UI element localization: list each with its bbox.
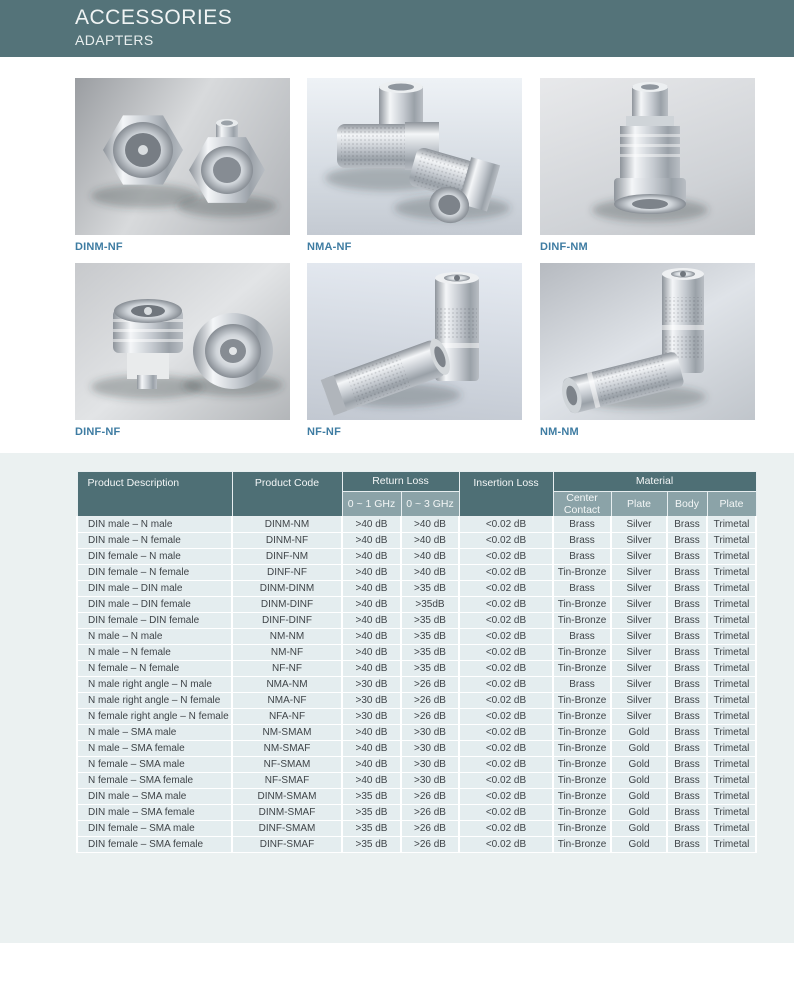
cell-return-loss-3ghz: >35 dB (401, 581, 459, 597)
cell-return-loss-3ghz: >30 dB (401, 741, 459, 757)
cell-code: NM-NF (232, 645, 342, 661)
product-photo (540, 263, 755, 420)
cell-code: NM-SMAM (232, 725, 342, 741)
product-photo (307, 263, 522, 420)
cell-center-contact: Tin-Bronze (553, 741, 611, 757)
cell-plate: Gold (611, 773, 667, 789)
cell-plate2: Trimetal (707, 613, 756, 629)
cell-code: DINM-SMAF (232, 805, 342, 821)
cell-plate: Gold (611, 805, 667, 821)
cell-return-loss-3ghz: >26 dB (401, 821, 459, 837)
cell-plate2: Trimetal (707, 821, 756, 837)
cell-return-loss-3ghz: >40 dB (401, 565, 459, 581)
cell-return-loss-1ghz: >35 dB (342, 789, 401, 805)
connector-illustration-cylinder-pair (307, 263, 522, 420)
cell-center-contact: Tin-Bronze (553, 709, 611, 725)
col-header-product-description: Product Description (77, 472, 232, 517)
cell-return-loss-3ghz: >26 dB (401, 805, 459, 821)
page-subtitle: ADAPTERS (75, 32, 154, 48)
cell-description: DIN female – N male (77, 549, 232, 565)
col-header-material: Material (553, 472, 756, 492)
cell-description: DIN female – SMA female (77, 837, 232, 853)
cell-center-contact: Tin-Bronze (553, 757, 611, 773)
cell-return-loss-3ghz: >35dB (401, 597, 459, 613)
cell-plate2: Trimetal (707, 517, 756, 533)
cell-description: DIN female – SMA male (77, 821, 232, 837)
cell-return-loss-3ghz: >40 dB (401, 517, 459, 533)
cell-plate2: Trimetal (707, 565, 756, 581)
table-row (77, 709, 756, 725)
cell-code: NMA-NF (232, 693, 342, 709)
cell-plate2: Trimetal (707, 725, 756, 741)
connector-illustration-flange-pair (75, 263, 290, 420)
cell-body: Brass (667, 789, 707, 805)
cell-return-loss-1ghz: >40 dB (342, 517, 401, 533)
cell-body: Brass (667, 517, 707, 533)
cell-plate: Silver (611, 629, 667, 645)
cell-return-loss-3ghz: >26 dB (401, 693, 459, 709)
cell-center-contact: Brass (553, 677, 611, 693)
cell-return-loss-1ghz: >35 dB (342, 805, 401, 821)
cell-code: NMA-NM (232, 677, 342, 693)
cell-description: N female right angle – N female (77, 709, 232, 725)
cell-plate2: Trimetal (707, 549, 756, 565)
cell-return-loss-3ghz: >30 dB (401, 725, 459, 741)
cell-return-loss-1ghz: >30 dB (342, 709, 401, 725)
col-header-plate-1: Plate (611, 492, 667, 517)
cell-insertion-loss: <0.02 dB (459, 533, 553, 549)
cell-body: Brass (667, 645, 707, 661)
cell-return-loss-3ghz: >26 dB (401, 709, 459, 725)
cell-body: Brass (667, 725, 707, 741)
cell-plate: Silver (611, 517, 667, 533)
cell-return-loss-3ghz: >35 dB (401, 613, 459, 629)
connector-illustration-hex-pair (75, 78, 290, 235)
cell-code: NFA-NF (232, 709, 342, 725)
cell-body: Brass (667, 709, 707, 725)
cell-center-contact: Tin-Bronze (553, 565, 611, 581)
product-code-label: DINF-NF (75, 426, 121, 438)
cell-plate2: Trimetal (707, 677, 756, 693)
cell-code: DINF-SMAM (232, 821, 342, 837)
spec-panel (0, 453, 794, 943)
cell-return-loss-3ghz: >30 dB (401, 773, 459, 789)
cell-return-loss-1ghz: >40 dB (342, 725, 401, 741)
product-code-label: NMA-NF (307, 241, 352, 253)
table-row (77, 837, 756, 853)
cell-return-loss-3ghz: >35 dB (401, 629, 459, 645)
cell-description: N female – SMA female (77, 773, 232, 789)
cell-return-loss-3ghz: >40 dB (401, 549, 459, 565)
cell-center-contact: Brass (553, 629, 611, 645)
table-row (77, 741, 756, 757)
cell-return-loss-1ghz: >30 dB (342, 693, 401, 709)
cell-body: Brass (667, 693, 707, 709)
cell-plate: Silver (611, 677, 667, 693)
cell-description: N female – SMA male (77, 757, 232, 773)
cell-return-loss-1ghz: >40 dB (342, 549, 401, 565)
cell-plate: Gold (611, 789, 667, 805)
cell-body: Brass (667, 677, 707, 693)
cell-plate: Gold (611, 837, 667, 853)
cell-code: DINF-NF (232, 565, 342, 581)
table-row (77, 677, 756, 693)
cell-plate: Silver (611, 645, 667, 661)
cell-insertion-loss: <0.02 dB (459, 517, 553, 533)
cell-code: NF-SMAF (232, 773, 342, 789)
cell-body: Brass (667, 629, 707, 645)
cell-code: DINM-SMAM (232, 789, 342, 805)
cell-return-loss-1ghz: >40 dB (342, 645, 401, 661)
connector-illustration-stacked (540, 78, 755, 235)
cell-body: Brass (667, 549, 707, 565)
table-row (77, 549, 756, 565)
cell-plate: Silver (611, 693, 667, 709)
table-row (77, 645, 756, 661)
cell-plate2: Trimetal (707, 597, 756, 613)
cell-plate: Gold (611, 725, 667, 741)
cell-plate: Gold (611, 741, 667, 757)
table-row (77, 629, 756, 645)
col-header-0-1ghz: 0 ~ 1 GHz (342, 492, 401, 517)
cell-insertion-loss: <0.02 dB (459, 821, 553, 837)
cell-return-loss-1ghz: >40 dB (342, 629, 401, 645)
cell-description: DIN male – DIN male (77, 581, 232, 597)
cell-description: N male – SMA female (77, 741, 232, 757)
cell-body: Brass (667, 533, 707, 549)
cell-code: NM-NM (232, 629, 342, 645)
cell-center-contact: Tin-Bronze (553, 693, 611, 709)
col-header-insertion-loss: Insertion Loss (459, 472, 553, 517)
cell-code: DINM-DINF (232, 597, 342, 613)
table-row (77, 757, 756, 773)
cell-body: Brass (667, 741, 707, 757)
cell-description: DIN male – N male (77, 517, 232, 533)
cell-plate: Silver (611, 565, 667, 581)
cell-return-loss-3ghz: >30 dB (401, 757, 459, 773)
col-header-center-contact: Center Contact (553, 492, 611, 517)
col-header-body: Body (667, 492, 707, 517)
cell-center-contact: Tin-Bronze (553, 789, 611, 805)
cell-plate2: Trimetal (707, 661, 756, 677)
product-code-label: DINF-NM (540, 241, 588, 253)
spec-table (76, 471, 757, 853)
cell-description: DIN male – SMA female (77, 805, 232, 821)
cell-insertion-loss: <0.02 dB (459, 629, 553, 645)
cell-plate2: Trimetal (707, 773, 756, 789)
product-photo (75, 263, 290, 420)
cell-insertion-loss: <0.02 dB (459, 693, 553, 709)
cell-plate2: Trimetal (707, 645, 756, 661)
cell-plate2: Trimetal (707, 533, 756, 549)
cell-plate: Silver (611, 549, 667, 565)
cell-return-loss-1ghz: >40 dB (342, 661, 401, 677)
cell-code: NF-SMAM (232, 757, 342, 773)
cell-center-contact: Tin-Bronze (553, 613, 611, 629)
cell-insertion-loss: <0.02 dB (459, 565, 553, 581)
table-row (77, 773, 756, 789)
cell-insertion-loss: <0.02 dB (459, 789, 553, 805)
table-row (77, 789, 756, 805)
product-card (75, 78, 291, 258)
cell-code: DINM-NF (232, 533, 342, 549)
cell-return-loss-3ghz: >35 dB (401, 661, 459, 677)
spec-table-body (77, 517, 756, 853)
cell-description: N male – N female (77, 645, 232, 661)
product-code-label: DINM-NF (75, 241, 123, 253)
cell-plate: Silver (611, 597, 667, 613)
product-card (307, 263, 523, 443)
table-row (77, 597, 756, 613)
cell-body: Brass (667, 661, 707, 677)
cell-plate2: Trimetal (707, 709, 756, 725)
cell-return-loss-3ghz: >26 dB (401, 837, 459, 853)
cell-description: DIN male – SMA male (77, 789, 232, 805)
product-card (75, 263, 291, 443)
product-photo (307, 78, 522, 235)
cell-center-contact: Brass (553, 517, 611, 533)
cell-insertion-loss: <0.02 dB (459, 677, 553, 693)
cell-body: Brass (667, 757, 707, 773)
cell-return-loss-1ghz: >35 dB (342, 837, 401, 853)
cell-code: DINF-NM (232, 549, 342, 565)
cell-center-contact: Tin-Bronze (553, 837, 611, 853)
table-row (77, 581, 756, 597)
cell-code: DINM-DINM (232, 581, 342, 597)
cell-body: Brass (667, 805, 707, 821)
cell-return-loss-1ghz: >40 dB (342, 613, 401, 629)
cell-insertion-loss: <0.02 dB (459, 741, 553, 757)
cell-plate: Silver (611, 533, 667, 549)
cell-description: N male right angle – N male (77, 677, 232, 693)
table-row (77, 613, 756, 629)
cell-code: DINF-SMAF (232, 837, 342, 853)
cell-plate: Gold (611, 821, 667, 837)
connector-illustration-right-angle (307, 78, 522, 235)
cell-plate2: Trimetal (707, 805, 756, 821)
cell-return-loss-3ghz: >26 dB (401, 789, 459, 805)
cell-insertion-loss: <0.02 dB (459, 645, 553, 661)
col-header-plate-2: Plate (707, 492, 756, 517)
cell-center-contact: Tin-Bronze (553, 773, 611, 789)
cell-insertion-loss: <0.02 dB (459, 661, 553, 677)
cell-description: DIN male – N female (77, 533, 232, 549)
cell-code: DINM-NM (232, 517, 342, 533)
cell-center-contact: Tin-Bronze (553, 725, 611, 741)
cell-insertion-loss: <0.02 dB (459, 613, 553, 629)
table-row (77, 661, 756, 677)
cell-body: Brass (667, 837, 707, 853)
cell-description: N male – N male (77, 629, 232, 645)
cell-center-contact: Brass (553, 581, 611, 597)
col-header-0-3ghz: 0 ~ 3 GHz (401, 492, 459, 517)
cell-code: DINF-DINF (232, 613, 342, 629)
cell-body: Brass (667, 581, 707, 597)
cell-plate2: Trimetal (707, 757, 756, 773)
cell-body: Brass (667, 821, 707, 837)
cell-plate2: Trimetal (707, 741, 756, 757)
cell-return-loss-1ghz: >40 dB (342, 757, 401, 773)
cell-plate: Silver (611, 581, 667, 597)
cell-body: Brass (667, 565, 707, 581)
cell-return-loss-1ghz: >35 dB (342, 821, 401, 837)
cell-return-loss-1ghz: >40 dB (342, 773, 401, 789)
col-header-return-loss: Return Loss (342, 472, 459, 492)
cell-insertion-loss: <0.02 dB (459, 805, 553, 821)
table-row (77, 821, 756, 837)
cell-insertion-loss: <0.02 dB (459, 709, 553, 725)
cell-center-contact: Brass (553, 533, 611, 549)
product-card (540, 263, 756, 443)
cell-plate2: Trimetal (707, 629, 756, 645)
cell-description: DIN female – DIN female (77, 613, 232, 629)
cell-code: NM-SMAF (232, 741, 342, 757)
cell-return-loss-1ghz: >40 dB (342, 565, 401, 581)
cell-center-contact: Tin-Bronze (553, 821, 611, 837)
table-row (77, 533, 756, 549)
cell-return-loss-3ghz: >35 dB (401, 645, 459, 661)
product-code-label: NM-NM (540, 426, 579, 438)
cell-plate2: Trimetal (707, 693, 756, 709)
cell-return-loss-1ghz: >30 dB (342, 677, 401, 693)
page-title: ACCESSORIES (75, 6, 233, 29)
cell-plate2: Trimetal (707, 789, 756, 805)
table-row (77, 517, 756, 533)
table-row (77, 725, 756, 741)
col-header-product-code: Product Code (232, 472, 342, 517)
cell-body: Brass (667, 773, 707, 789)
cell-plate: Silver (611, 661, 667, 677)
cell-description: DIN male – DIN female (77, 597, 232, 613)
cell-center-contact: Tin-Bronze (553, 645, 611, 661)
cell-center-contact: Brass (553, 549, 611, 565)
cell-description: N male right angle – N female (77, 693, 232, 709)
cell-code: NF-NF (232, 661, 342, 677)
cell-plate: Silver (611, 709, 667, 725)
cell-return-loss-1ghz: >40 dB (342, 597, 401, 613)
cell-description: N male – SMA male (77, 725, 232, 741)
cell-return-loss-1ghz: >40 dB (342, 581, 401, 597)
cell-center-contact: Tin-Bronze (553, 805, 611, 821)
cell-center-contact: Tin-Bronze (553, 597, 611, 613)
page-header (0, 0, 794, 57)
cell-insertion-loss: <0.02 dB (459, 837, 553, 853)
cell-body: Brass (667, 597, 707, 613)
table-row (77, 565, 756, 581)
product-photo (540, 78, 755, 235)
cell-insertion-loss: <0.02 dB (459, 549, 553, 565)
cell-insertion-loss: <0.02 dB (459, 757, 553, 773)
cell-plate: Silver (611, 613, 667, 629)
table-row (77, 805, 756, 821)
product-photo (75, 78, 290, 235)
cell-return-loss-3ghz: >40 dB (401, 533, 459, 549)
cell-insertion-loss: <0.02 dB (459, 597, 553, 613)
cell-insertion-loss: <0.02 dB (459, 773, 553, 789)
cell-plate2: Trimetal (707, 837, 756, 853)
cell-body: Brass (667, 613, 707, 629)
product-card (307, 78, 523, 258)
cell-plate: Gold (611, 757, 667, 773)
table-row (77, 693, 756, 709)
cell-description: DIN female – N female (77, 565, 232, 581)
product-card (540, 78, 756, 258)
cell-description: N female – N female (77, 661, 232, 677)
cell-center-contact: Tin-Bronze (553, 661, 611, 677)
product-code-label: NF-NF (307, 426, 341, 438)
cell-return-loss-3ghz: >26 dB (401, 677, 459, 693)
cell-plate2: Trimetal (707, 581, 756, 597)
cell-insertion-loss: <0.02 dB (459, 725, 553, 741)
cell-return-loss-1ghz: >40 dB (342, 533, 401, 549)
cell-return-loss-1ghz: >40 dB (342, 741, 401, 757)
connector-illustration-cylinder-pair (540, 263, 755, 420)
cell-insertion-loss: <0.02 dB (459, 581, 553, 597)
